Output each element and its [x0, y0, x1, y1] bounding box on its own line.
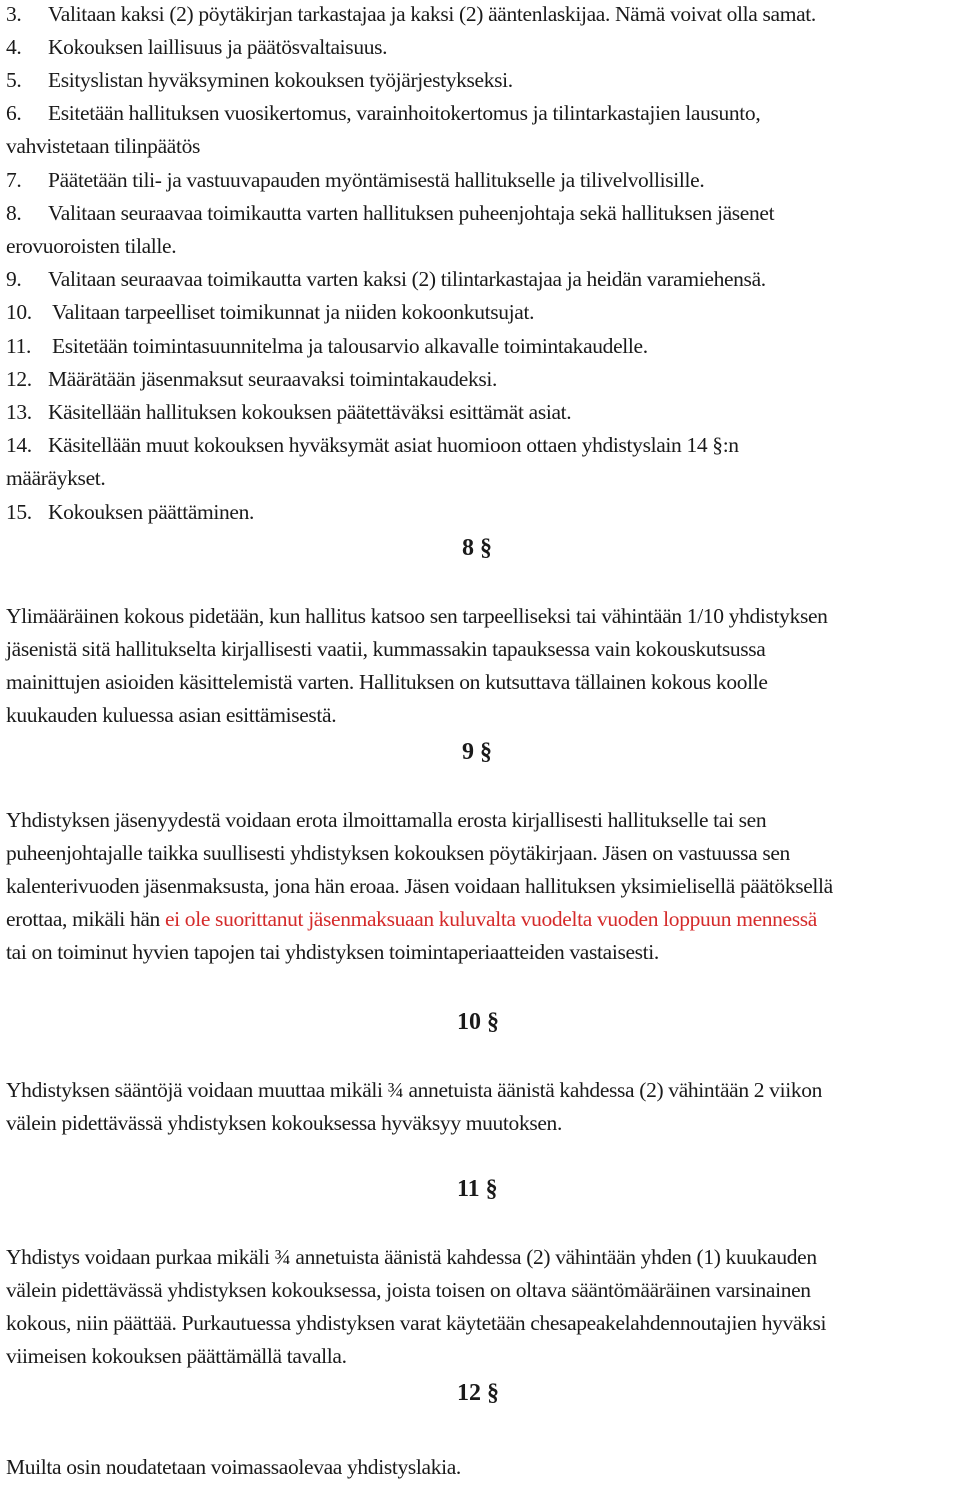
- list-item-14: [6, 431, 739, 459]
- list-item-6: [6, 99, 760, 127]
- list-text: Valitaan tarpeelliset toimikunnat ja niiden kokoonkutsujat.: [52, 300, 535, 324]
- list-item-14-continuation: [6, 464, 105, 492]
- list-text: Valitaan seuraavaa toimikautta varten hallituksen puheenjohtaja sekä hallituksen jäsenet: [48, 201, 775, 225]
- list-number: 3.: [6, 2, 22, 26]
- list-number: 15.: [6, 500, 32, 524]
- list-number: 7.: [6, 168, 22, 192]
- list-item-6-continuation: [6, 132, 200, 160]
- section-10-line: Yhdistyksen sääntöjä voidaan muuttaa mikäli ¾ annetuista äänistä kahdessa (2) vähintään 2 viikon: [6, 1078, 823, 1102]
- highlighted-text: ei ole suorittanut jäsenmaksuaan kuluvalta vuodelta vuoden loppuun mennessä: [164, 907, 817, 931]
- list-number: 6.: [6, 101, 22, 125]
- section-11-line: Yhdistys voidaan purkaa mikäli ¾ annetuista äänistä kahdessa (2) vähintään yhden (1) kuukauden: [6, 1245, 817, 1269]
- list-text: Valitaan seuraavaa toimikautta varten kaksi (2) tilintarkastajaa ja heidän varamiehensä.: [48, 267, 766, 291]
- list-item-3: [6, 0, 816, 28]
- list-text: erovuoroisten tilalle.: [6, 234, 177, 258]
- list-text: Käsitellään hallituksen kokouksen päätettäväksi esittämät asiat.: [48, 400, 572, 424]
- section-9-text: erottaa, mikäli hän: [6, 907, 165, 931]
- section-10-line: välein pidettävässä yhdistyksen kokouksessa hyväksyy muutoksen.: [6, 1111, 562, 1135]
- list-text: Valitaan kaksi (2) pöytäkirjan tarkastajaa ja kaksi (2) ääntenlaskijaa. Nämä voivat olla samat.: [48, 2, 816, 26]
- list-item-5: [6, 66, 513, 94]
- list-text: Esitetään hallituksen vuosikertomus, varainhoitokertomus ja tilintarkastajien lausunto,: [48, 101, 761, 125]
- list-number: 13.: [6, 400, 32, 424]
- section-12-line: Muilta osin noudatetaan voimassaolevaa yhdistyslakia.: [6, 1455, 461, 1479]
- list-number: 10.: [6, 300, 32, 324]
- list-number: 4.: [6, 35, 22, 59]
- list-number: 8.: [6, 201, 22, 225]
- list-text: vahvistetaan tilinpäätös: [6, 134, 201, 158]
- list-text: Kokouksen laillisuus ja päätösvaltaisuus.: [48, 35, 388, 59]
- section-9-line: tai on toiminut hyvien tapojen tai yhdistyksen toimintaperiaatteiden vastaisesti.: [6, 940, 659, 964]
- section-9-line: kalenterivuoden jäsenmaksusta, jona hän eroaa. Jäsen voidaan hallituksen yksimielisellä päätöksellä: [6, 874, 833, 898]
- section-9-line: puheenjohtajalle taikka suullisesti yhdistyksen kokouksen pöytäkirjaan. Jäsen on vastuussa sen: [6, 841, 790, 865]
- list-item-15: [6, 498, 254, 526]
- section-11-line: kokous, niin päättää. Purkautuessa yhdistyksen varat käytetään chesapeakelahdennoutajien hyväksi: [6, 1311, 827, 1335]
- list-text: määräykset.: [6, 466, 106, 490]
- list-item-4: [6, 33, 387, 61]
- list-text: Esitetään toimintasuunnitelma ja talousarvio alkavalle toimintakaudelle.: [52, 334, 648, 358]
- section-heading-11: 11 §: [457, 1176, 498, 1202]
- list-number: 9.: [6, 267, 22, 291]
- list-text: Päätetään tili- ja vastuuvapauden myöntämisestä hallitukselle ja tilivelvollisille.: [48, 168, 705, 192]
- section-11-line: välein pidettävässä yhdistyksen kokouksessa, joista toisen on oltava sääntömääräinen varsinainen: [6, 1278, 811, 1302]
- list-item-13: [6, 398, 571, 426]
- list-number: 11.: [6, 334, 32, 358]
- list-item-8: [6, 199, 774, 227]
- section-9-line: [6, 905, 817, 933]
- list-text: Esityslistan hyväksyminen kokouksen työjärjestykseksi.: [48, 68, 513, 92]
- section-8-line: kuukauden kuluessa asian esittämisestä.: [6, 703, 337, 727]
- list-item-7: [6, 166, 704, 194]
- list-number: 12.: [6, 367, 32, 391]
- section-heading-9: 9 §: [462, 739, 492, 765]
- list-text: Käsitellään muut kokouksen hyväksymät asiat huomioon ottaen yhdistyslain 14 §:n: [48, 433, 739, 457]
- list-text: Kokouksen päättäminen.: [48, 500, 255, 524]
- section-8-line: mainittujen asioiden käsittelemistä varten. Hallituksen on kutsuttava tällainen kokous koolle: [6, 670, 768, 694]
- section-heading-10: 10 §: [457, 1009, 499, 1035]
- section-heading-12: 12 §: [457, 1380, 499, 1406]
- list-item-9: [6, 265, 766, 293]
- list-item-8-continuation: [6, 232, 176, 260]
- list-number: 14.: [6, 433, 32, 457]
- section-9-line: Yhdistyksen jäsenyydestä voidaan erota ilmoittamalla erosta kirjallisesti hallitukselle tai sen: [6, 808, 767, 832]
- list-number: 5.: [6, 68, 22, 92]
- section-heading-8: 8 §: [462, 535, 492, 561]
- list-text: Määrätään jäsenmaksut seuraavaksi toimintakaudeksi.: [48, 367, 498, 391]
- list-item-12: [6, 365, 497, 393]
- section-8-line: Ylimääräinen kokous pidetään, kun hallitus katsoo sen tarpeelliseksi tai vähintään 1/10 yhdistyksen: [6, 604, 828, 628]
- list-item-10: [6, 298, 534, 326]
- list-item-11: [6, 332, 648, 360]
- section-8-line: jäsenistä sitä hallitukselta kirjallisesti vaatii, kummassakin tapauksessa vain kokouskutsussa: [6, 637, 766, 661]
- section-11-line: viimeisen kokouksen päättämällä tavalla.: [6, 1344, 347, 1368]
